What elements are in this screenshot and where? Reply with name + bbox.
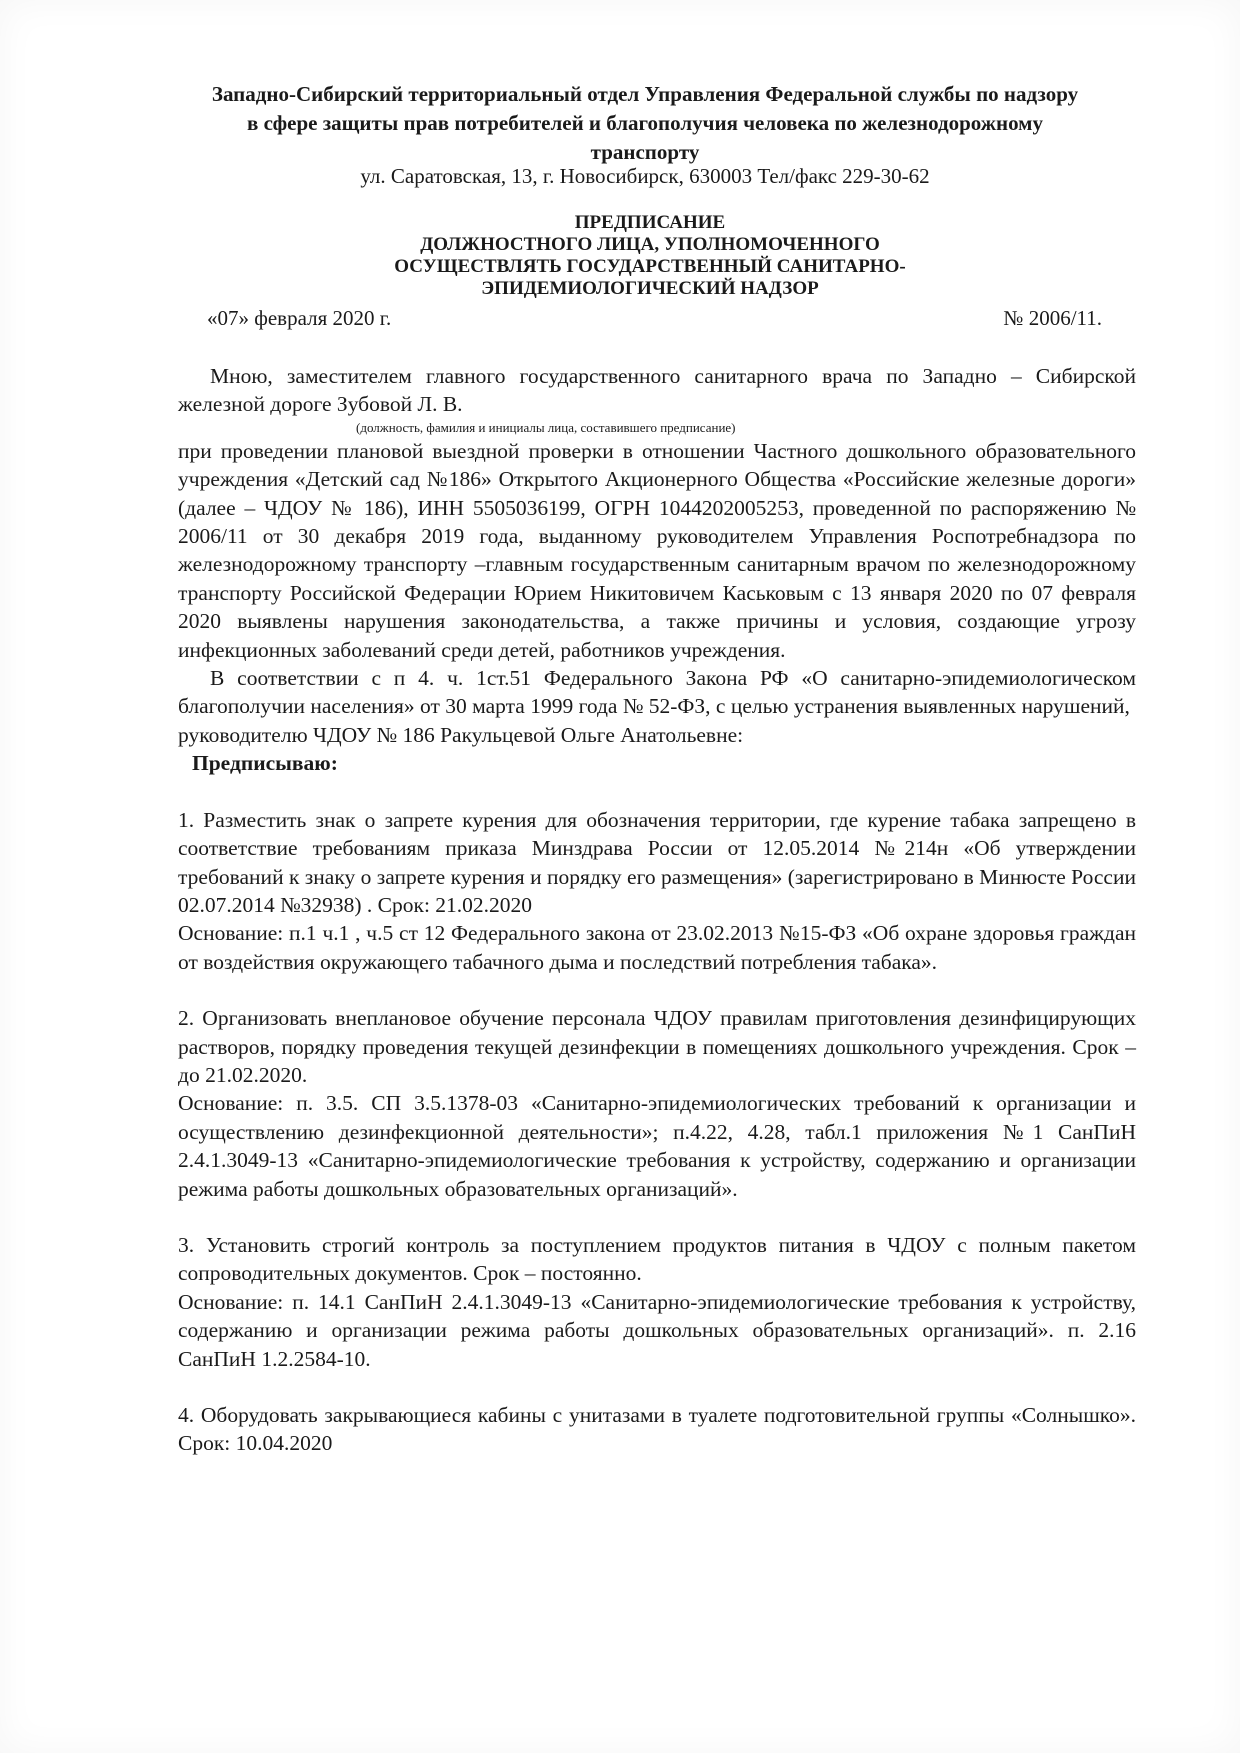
document-number: № 2006/11. xyxy=(1003,306,1102,330)
item-basis: Основание: п.1 ч.1 , ч.5 ст 12 Федерального закона от 23.02.2013 №15-ФЗ «Об охране здоровья граждан от воздействия окружающего табачного дыма и последствий потребления табака». xyxy=(178,921,1136,974)
title-line-2: ДОЛЖНОСТНОГО ЛИЦА, УПОЛНОМОЧЕННОГО xyxy=(420,234,880,255)
date-number-row xyxy=(207,303,1102,333)
org-name-line-1: Западно-Сибирский территориальный отдел Управления Федеральной службы по надзору xyxy=(211,82,1079,106)
document-date: «07» февраля 2020 г. xyxy=(207,306,392,330)
order-heading: Предписываю: xyxy=(192,751,338,776)
document-body xyxy=(178,362,1136,1458)
author-paragraph: Мною, заместителем главного государственного санитарного врача по Западно – Сибирской железной дороге Зубовой Л. В. xyxy=(178,364,1136,417)
item-text: 3. Установить строгий контроль за поступлением продуктов питания в ЧДОУ с полным пакетом сопроводительных документов. Срок – постоянно. xyxy=(178,1232,1136,1286)
title-line-1: ПРЕДПИСАНИЕ xyxy=(574,212,726,233)
item-basis: Основание: п. 3.5. СП 3.5.1378-03 «Санитарно-эпидемиологических требований к организации и осуществлению дезинфекционной деятельности»; п.4.22, 4.28, табл.1 приложения №1 СанПиН 2.4.1.3049-13 «Санитарно-эпидемиологические требования к устройству, содержанию и организации режима работы дошкольных образовательных организаций». xyxy=(178,1091,1136,1201)
author-caption: (должность, фамилия и инициалы лица, составившего предписание) xyxy=(356,419,736,435)
legal-basis-paragraph: В соответствии с п 4. ч. 1ст.51 Федерального Закона РФ «О санитарно-эпидемиологическом благополучии населения» от 30 марта 1999 года № 52-ФЗ, с целью устранения выявленных нарушений, xyxy=(178,666,1136,719)
org-name-line-2: в сфере защиты прав потребителей и благополучия человека по железнодорожному xyxy=(247,111,1043,135)
organization-header xyxy=(150,80,1140,167)
org-address: ул. Саратовская, 13, г. Новосибирск, 630003 Тел/факс 229-30-62 xyxy=(360,164,930,188)
list-item xyxy=(178,806,1136,976)
list-item xyxy=(178,1231,1136,1373)
addressee-line: руководителю ЧДОУ № 186 Ракульцевой Ольге Анатольевне: xyxy=(178,722,744,747)
item-text: 2. Организовать внеплановое обучение персонала ЧДОУ правилам приготовления дезинфицирующих растворов, порядку проведения текущей дезинфекции в помещениях дошкольного учреждения. Срок – до 21.02.2020. xyxy=(178,1006,1136,1087)
title-line-3: ОСУЩЕСТВЛЯТЬ ГОСУДАРСТВЕННЫЙ САНИТАРНО- xyxy=(394,256,906,277)
inspection-paragraph: при проведении плановой выездной проверки в отношении Частного дошкольного образовательного учреждения «Детский сад №186» Открытого Акционерного Общества «Российские железные дороги» (далее – ЧДОУ № 186), ИНН 5505036199, ОГРН 1044202005253, проведенной по распоряжению № 2006/11 от 30 декабря 2019 года, выданному руководителем Управления Роспотребнадзора по железнодорожному транспорту –главным государственным санитарным врачом по железнодорожному транспорту Российской Федерации Юрием Никитовичем Каськовым с 13 января 2020 по 07 февраля 2020 выявлены нарушения законодательства, а также причины и условия, создающие угрозу инфекционных заболеваний среди детей, работников учреждения. xyxy=(178,438,1136,662)
org-name-line-3: транспорту xyxy=(590,140,700,164)
item-text: 4. Оборудовать закрывающиеся кабины с унитазами в туалете подготовительной группы «Солнышко». Срок: 10.04.2020 xyxy=(178,1403,1136,1456)
list-item xyxy=(178,1004,1136,1203)
item-text: 1. Разместить знак о запрете курения для обозначения территории, где курение табака запрещено в соответствие требованиям приказа Минздрава России от 12.05.2014 №214н «Об утверждении требований к знаку о запрете курения и порядку его размещения» (зарегистрировано в Минюсте России 02.07.2014 №32938) . Срок: 21.02.2020 xyxy=(178,807,1136,917)
list-item xyxy=(178,1401,1136,1458)
document-title xyxy=(300,212,1000,300)
item-basis: Основание: п. 14.1 СанПиН 2.4.1.3049-13 «Санитарно-эпидемиологические требования к устройству, содержанию и организации режима работы дошкольных образовательных организаций». п. 2.16 СанПиН 1.2.2584-10. xyxy=(178,1289,1136,1371)
title-line-4: ЭПИДЕМИОЛОГИЧЕСКИЙ НАДЗОР xyxy=(481,278,819,299)
